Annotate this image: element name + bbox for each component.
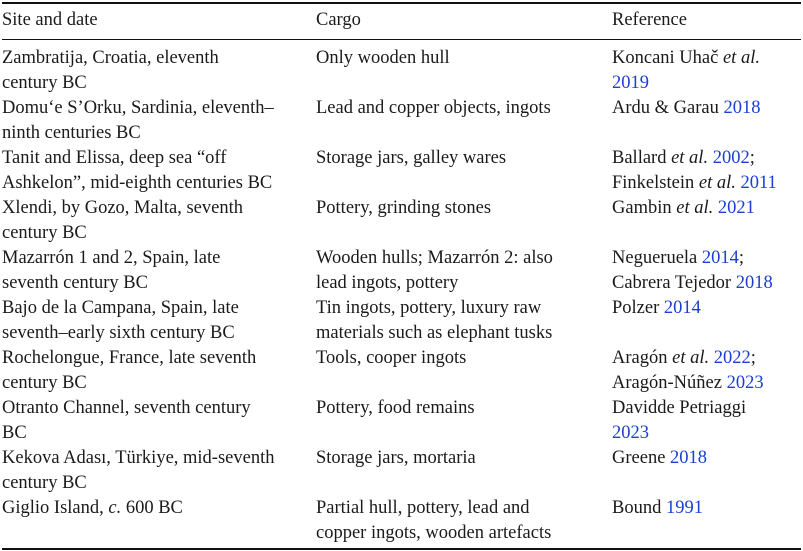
cargo-line: Storage jars, galley wares xyxy=(316,148,507,168)
reference-text: Ballard xyxy=(612,148,672,168)
reference-line xyxy=(612,496,801,521)
reference-year-link[interactable]: 2018 xyxy=(735,273,773,293)
reference-text: Bound xyxy=(612,498,666,518)
site-cell xyxy=(2,296,308,346)
site-line: Mazarrón 1 and 2, Spain, late xyxy=(2,248,221,268)
site-line: Xlendi, by Gozo, Malta, seventh xyxy=(2,198,243,218)
site-cell xyxy=(2,396,308,446)
italic-text: et al. xyxy=(671,148,709,168)
italic-text: et al. xyxy=(672,348,710,368)
reference-line xyxy=(612,296,801,321)
site-cell xyxy=(2,46,308,96)
table-row xyxy=(2,346,801,396)
site-line: Zambratija, Croatia, eleventh xyxy=(2,48,219,68)
site-cell xyxy=(2,446,308,496)
table-row xyxy=(2,446,801,496)
reference-line xyxy=(612,246,801,271)
header-site: Site and date xyxy=(2,10,98,30)
site-line: century BC xyxy=(2,73,87,93)
reference-cell xyxy=(612,296,801,321)
site-cell xyxy=(2,96,308,146)
site-line: Domu‘e S’Orku, Sardinia, eleventh– xyxy=(2,98,274,118)
reference-line xyxy=(612,146,801,171)
reference-text: Greene xyxy=(612,448,671,468)
site-line: BC xyxy=(2,423,27,443)
reference-text: Cabrera Tejedor xyxy=(612,273,736,293)
italic-text: c. xyxy=(108,498,122,518)
site-line: seventh century BC xyxy=(2,273,148,293)
table-row xyxy=(2,396,801,446)
reference-cell xyxy=(612,196,801,221)
italic-text: et al. xyxy=(676,198,714,218)
reference-text: Gambin xyxy=(612,198,677,218)
reference-text: Finkelstein xyxy=(612,173,699,193)
table-row xyxy=(2,196,801,246)
cargo-line: Tin ingots, pottery, luxury raw xyxy=(316,298,542,318)
site-line: century BC xyxy=(2,473,87,493)
header-cargo: Cargo xyxy=(316,10,361,30)
cargo-cell xyxy=(316,246,606,296)
reference-line xyxy=(612,371,801,396)
reference-cell xyxy=(612,246,801,296)
site-line: Ashkelon”, mid-eighth centuries BC xyxy=(2,173,273,193)
reference-text: Davidde Petriaggi xyxy=(612,398,747,418)
site-cell xyxy=(2,196,308,246)
reference-text: ; xyxy=(750,348,756,368)
reference-year-link[interactable]: 2023 xyxy=(726,373,764,393)
site-line: century BC xyxy=(2,223,87,243)
site-cell xyxy=(2,246,308,296)
reference-text: Aragón xyxy=(612,348,673,368)
reference-year-link[interactable]: 1991 xyxy=(665,498,703,518)
site-cell xyxy=(2,496,308,521)
cargo-cell xyxy=(316,196,606,221)
site-line: seventh–early sixth century BC xyxy=(2,323,235,343)
cargo-cell xyxy=(316,46,606,71)
table-row xyxy=(2,146,801,196)
cargo-cell xyxy=(316,446,606,471)
site-cell xyxy=(2,346,308,396)
table-header xyxy=(2,8,801,34)
cargo-cell xyxy=(316,496,606,546)
site-text: Giglio Island, xyxy=(2,498,109,518)
reference-text: Koncani Uhač xyxy=(612,48,723,68)
reference-year-link[interactable]: 2014 xyxy=(701,248,739,268)
reference-line xyxy=(612,71,801,96)
table-row xyxy=(2,46,801,96)
cargo-line: Tools, cooper ingots xyxy=(316,348,467,368)
reference-year-link[interactable]: 2019 xyxy=(612,73,649,93)
reference-year-link[interactable]: 2002 xyxy=(712,148,750,168)
cargo-cell xyxy=(316,146,606,171)
site-line xyxy=(2,496,308,521)
table-header-rule xyxy=(2,39,801,40)
site-line: Kekova Adası, Türkiye, mid-seventh xyxy=(2,448,275,468)
reference-line xyxy=(612,96,801,121)
reference-cell xyxy=(612,346,801,396)
reference-line xyxy=(612,46,801,71)
cargo-line: copper ingots, wooden artefacts xyxy=(316,523,552,543)
cargo-line: Only wooden hull xyxy=(316,48,450,68)
reference-text: ; xyxy=(738,248,745,268)
cargo-line: Partial hull, pottery, lead and xyxy=(316,498,530,518)
reference-text: ; xyxy=(749,148,755,168)
table-row xyxy=(2,496,801,546)
table-row xyxy=(2,296,801,346)
cargo-line: lead ingots, pottery xyxy=(316,273,459,293)
site-line: Rochelongue, France, late seventh xyxy=(2,348,257,368)
site-line: Bajo de la Campana, Spain, late xyxy=(2,298,239,318)
reference-cell xyxy=(612,46,801,96)
table-top-rule xyxy=(2,2,801,4)
table-row xyxy=(2,96,801,146)
reference-year-link[interactable]: 2021 xyxy=(717,198,755,218)
site-text: 600 BC xyxy=(121,498,183,518)
cargo-cell xyxy=(316,396,606,421)
reference-cell xyxy=(612,96,801,121)
italic-text: et al. xyxy=(698,173,736,193)
reference-year-link[interactable]: 2022 xyxy=(713,348,751,368)
reference-text: Aragón-Núñez xyxy=(612,373,727,393)
cargo-cell xyxy=(316,296,606,346)
reference-year-link[interactable]: 2023 xyxy=(612,423,649,443)
reference-cell xyxy=(612,446,801,471)
reference-year-link[interactable]: 2018 xyxy=(723,98,761,118)
table-bottom-rule xyxy=(2,548,801,550)
site-line: Tanit and Elissa, deep sea “off xyxy=(2,148,227,168)
reference-line xyxy=(612,271,801,296)
reference-cell xyxy=(612,146,801,196)
reference-line xyxy=(612,196,801,221)
table-row xyxy=(2,246,801,296)
site-line: ninth centuries BC xyxy=(2,123,141,143)
reference-line xyxy=(612,346,801,371)
site-line: Otranto Channel, seventh century xyxy=(2,398,251,418)
reference-year-link[interactable]: 2014 xyxy=(663,298,701,318)
reference-cell xyxy=(612,496,801,521)
reference-line xyxy=(612,396,801,421)
header-reference: Reference xyxy=(612,10,687,30)
reference-cell xyxy=(612,396,801,446)
reference-line xyxy=(612,446,801,471)
reference-text: Polzer xyxy=(612,298,664,318)
reference-line xyxy=(612,171,801,196)
site-cell xyxy=(2,146,308,196)
reference-text: Ardu & Garau xyxy=(612,98,724,118)
reference-text: Negueruela xyxy=(612,248,702,268)
reference-year-link[interactable]: 2011 xyxy=(740,173,777,193)
italic-text: et al. xyxy=(722,48,760,68)
cargo-cell xyxy=(316,346,606,371)
cargo-line: Lead and copper objects, ingots xyxy=(316,98,551,118)
cargo-line: Pottery, food remains xyxy=(316,398,475,418)
site-line: century BC xyxy=(2,373,87,393)
cargo-line: Storage jars, mortaria xyxy=(316,448,476,468)
cargo-cell xyxy=(316,96,606,121)
reference-line xyxy=(612,421,801,446)
cargo-line: materials such as elephant tusks xyxy=(316,323,553,343)
cargo-line: Pottery, grinding stones xyxy=(316,198,492,218)
cargo-line: Wooden hulls; Mazarrón 2: also xyxy=(316,248,553,268)
reference-year-link[interactable]: 2018 xyxy=(670,448,708,468)
